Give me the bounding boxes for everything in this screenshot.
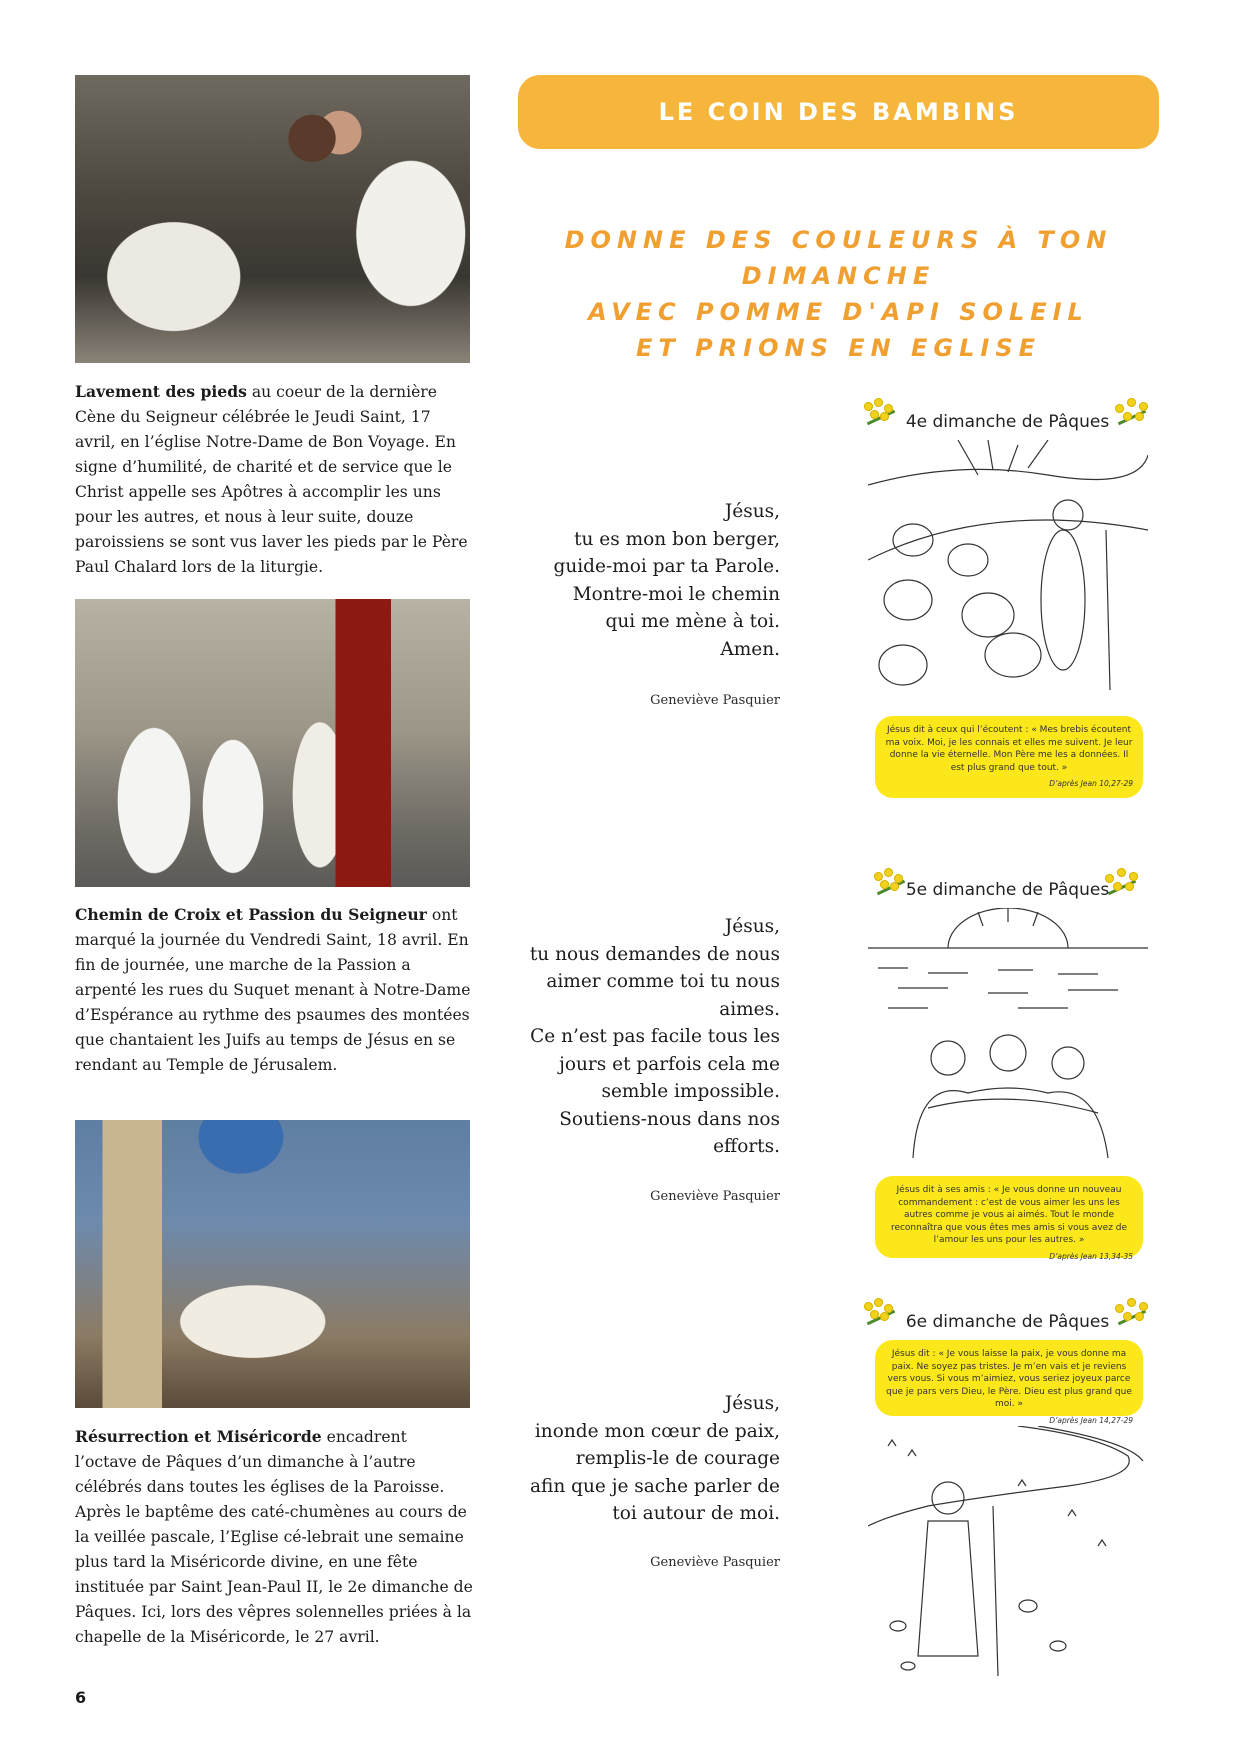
photo-way-of-the-cross	[75, 599, 470, 887]
caption-way-of-the-cross: Chemin de Croix et Passion du Seigneur ont marqué la journée du Vendredi Saint, 18 avril. En fin de journée, une marche de la Passion a arpenté les rues du Suquet menant à Notre-Dame d’Espérance au rythme des psaumes des montées que chantaient les Juifs au temps de Jésus en se rendant au Temple de Jérusalem.	[75, 905, 471, 1074]
quote-bubble: Jésus dit : « Je vous laisse la paix, je vous donne ma paix. Ne soyez pas tristes. Je m’en vais et je reviens vers vous. Si vous m’aimiez, vous seriez joyeux parce que je pars vers Dieu, le Père. Dieu est plus grand que moi. » D’après Jean 14,27-29	[875, 1340, 1143, 1416]
prayer-3-author: Geneviève Pasquier	[650, 1555, 780, 1570]
prayer-1-author: Geneviève Pasquier	[650, 693, 780, 708]
coloring-card-4th-sunday	[855, 398, 1160, 818]
page-number: 6	[75, 1688, 87, 1707]
prayer-2-author: Geneviève Pasquier	[650, 1189, 780, 1204]
section-subtitle	[518, 222, 1159, 366]
caption-foot-washing: Lavement des pieds au coeur de la dernière Cène du Seigneur célébrée le Jeudi Saint, 17 avril, en l’église Notre-Dame de Bon Voyage. En signe d’humilité, de charité et de service que le Christ appelle ses Apôtres à accomplir les uns pour les autres, et nous à leur suite, douze paroissiens se sont vus laver les pieds par le Père Paul Chalard lors de la liturgie.	[75, 382, 468, 576]
shepherd-drawing	[868, 440, 1148, 710]
photo-foot-washing	[75, 75, 470, 363]
coloring-card-6th-sunday	[855, 1298, 1160, 1688]
photo-resurrection-mercy	[75, 1120, 470, 1408]
banner-title: LE COIN DES BAMBINS	[658, 98, 1019, 126]
quote-bubble: Jésus dit à ceux qui l’écoutent : « Mes brebis écoutent ma voix. Moi, je les connais et elles me suivent. Je leur donne la vie éternelle. Mon Père me les a données. Il est plus grand que tout. » D’après Jean 10,27-29	[875, 716, 1143, 798]
subtitle-line-2: AVEC POMME D'API SOLEIL	[588, 298, 1089, 326]
subtitle-line-3: ET PRIONS EN EGLISE	[635, 334, 1042, 362]
friends-sunset-drawing	[868, 908, 1148, 1178]
card-title: 5e dimanche de Pâques	[905, 880, 1110, 900]
jesus-path-drawing	[868, 1426, 1148, 1681]
quote-bubble: Jésus dit à ses amis : « Je vous donne un nouveau commandement : c’est de vous aimer les uns les autres comme je vous ai aimés. Tout le monde reconnaîtra que vous êtes mes amis si vous avez de l’amour les uns pour les autres. » D’après Jean 13,34-35	[875, 1176, 1143, 1258]
prayer-2: Jésus, tu nous demandes de nous aimer comme toi tu nous aimes. Ce n’est pas facile tous les jours et parfois cela me semble impossible. Soutiens-nous dans nos efforts.	[529, 916, 780, 1157]
section-banner	[518, 75, 1159, 149]
prayer-3: Jésus, inonde mon cœur de paix, remplis-le de courage afin que je sache parler de toi autour de moi.	[529, 1393, 780, 1524]
coloring-card-5th-sunday	[855, 868, 1160, 1268]
caption-resurrection-mercy: Résurrection et Miséricorde encadrent l’octave de Pâques d’un dimanche à l’autre célébrés dans toutes les églises de la Paroisse. Après le baptême des caté-chumènes au cours de la veillée pascale, l’Eglise cé-lebrait une semaine plus tard la Miséricorde divine, en une fête instituée par Saint Jean-Paul II, le 2e dimanche de Pâques. Ici, lors des vêpres solennelles priées à la chapelle de la Miséricorde, le 27 avril.	[75, 1427, 473, 1646]
prayer-1: Jésus, tu es mon bon berger, guide-moi par ta Parole. Montre-moi le chemin qui me mène à toi. Amen.	[553, 501, 780, 660]
card-title: 4e dimanche de Pâques	[905, 412, 1110, 432]
subtitle-line-1: DONNE DES COULEURS À TON DIMANCHE	[564, 226, 1113, 290]
card-title: 6e dimanche de Pâques	[905, 1312, 1110, 1332]
